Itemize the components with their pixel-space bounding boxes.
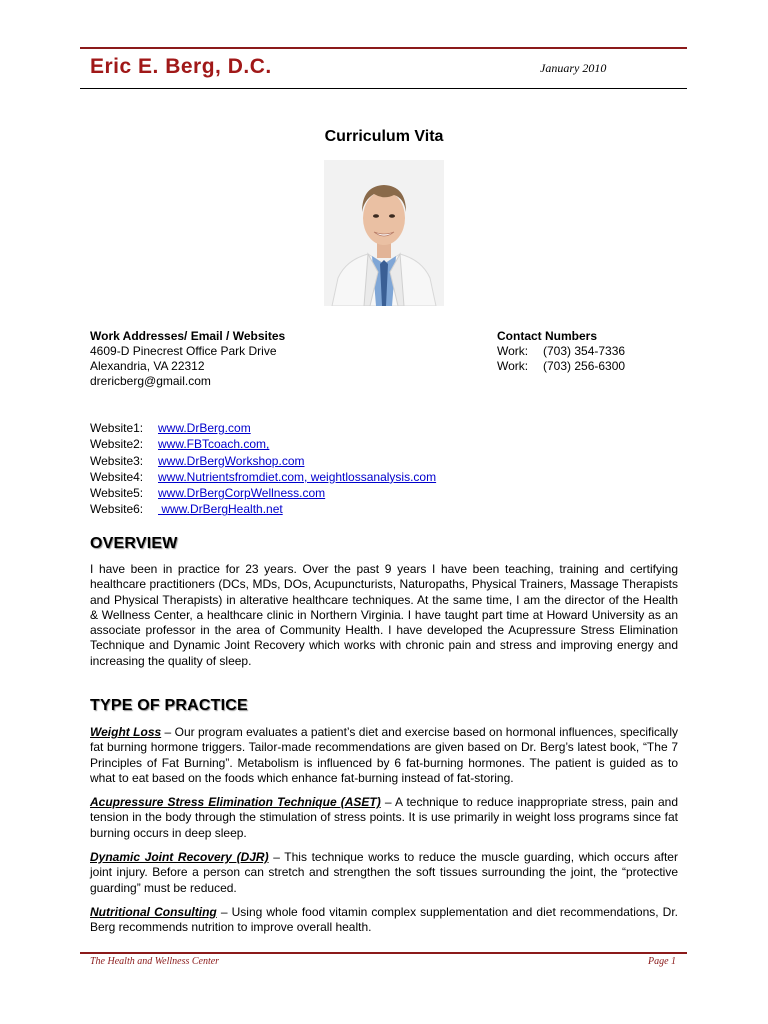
document-title: Curriculum Vita	[324, 128, 444, 145]
overview-paragraph: I have been in practice for 23 years. Over the past 9 years I have been teaching, training and certifying healthcare practitioners (DCs, MDs, DOs, Acupuncturists, Naturopaths, Physical Trainers, Massage Therapists and Physical Therapists) in alterative healthcare techniques. At the same time, I am the director of the Health & Wellness Center, a healthcare clinic in Northern Virginia. I have taught part time at Howard University as an associate professor in the area of Community Health. I have developed the Acupressure Stress Elimination Technique and Dynamic Joint Recovery which works with chronic pain and stress and improving energy and increasing the quality of sleep.	[90, 562, 678, 668]
website-label: Website1:	[90, 421, 144, 435]
website-list	[90, 420, 436, 518]
website-row	[90, 436, 436, 452]
phone-number: (703) 354-7336	[543, 344, 626, 358]
practice-item-aset	[90, 795, 678, 841]
website-label: Website2:	[90, 437, 144, 452]
author-name: Eric E. Berg, D.C.	[90, 55, 272, 78]
website-link[interactable]: www.DrBerg.com	[158, 421, 251, 435]
website-link[interactable]: www.DrBergHealth.net	[158, 502, 283, 517]
website-link[interactable]: www.DrBergCorpWellness.com	[158, 486, 326, 501]
practice-item-title: Dynamic Joint Recovery (DJR)	[90, 850, 269, 864]
contact-heading: Contact Numbers	[497, 329, 598, 343]
website-row	[90, 453, 436, 469]
website-link[interactable]: www.Nutrientsfromdiet.com, weightlossanalysis.com	[158, 469, 437, 484]
footer-rule	[80, 952, 687, 954]
address-line-1: 4609-D Pinecrest Office Park Drive	[90, 344, 277, 358]
website-row	[90, 485, 436, 501]
phone-label: Work:	[497, 344, 529, 358]
website-row	[90, 501, 436, 517]
contact-numbers-block	[497, 329, 625, 374]
page-number: Page 1	[648, 956, 677, 967]
website-link[interactable]: www.DrBergWorkshop.com	[158, 453, 305, 468]
address-line-2: Alexandria, VA 22312	[90, 359, 205, 373]
practice-item-title: Nutritional Consulting	[90, 905, 217, 919]
website-row	[90, 469, 436, 485]
footer-organization: The Health and Wellness Center	[90, 956, 220, 967]
work-heading: Work Addresses/ Email / Websites	[90, 329, 286, 343]
practice-item-text: – A technique to reduce inappropriate stress, pain and tension in the body through the stimulation of stress points. It is use primarily in weight loss programs since fat burning occurs in deep sleep.	[90, 795, 678, 840]
practice-item-title: Acupressure Stress Elimination Technique (ASET)	[90, 795, 381, 809]
practice-item-title: Weight Loss	[90, 725, 162, 739]
header-rule	[80, 47, 687, 49]
website-link[interactable]: www.FBTcoach.com,	[158, 437, 270, 452]
phone-label: Work:	[497, 359, 529, 373]
practice-heading: TYPE OF PRACTICE	[90, 697, 248, 714]
practice-item-text: – Using whole food vitamin complex supplementation and diet recommendations, Dr. Berg recommends nutrition to improve overall health.	[90, 905, 679, 935]
website-row	[90, 420, 436, 436]
overview-heading: OVERVIEW	[90, 535, 178, 552]
website-label: Website6:	[90, 502, 144, 517]
phone-number: (703) 256-6300	[543, 359, 626, 373]
email-address: drericberg@gmail.com	[90, 374, 211, 388]
portrait-photo	[324, 160, 444, 306]
work-address-block	[90, 329, 285, 389]
website-label: Website3:	[90, 453, 144, 468]
website-label: Website4:	[90, 469, 144, 484]
practice-item-text: – This technique works to reduce the muscle guarding, which occurs after joint injury. Before a person can stretch and strengthen the soft tissues surrounding the joint, the “protective guarding” must be reduced.	[90, 850, 678, 895]
phone-row	[497, 344, 625, 359]
practice-item-nutrition	[90, 905, 678, 936]
website-label: Website5:	[90, 486, 144, 501]
header-underline	[80, 88, 687, 89]
practice-item-djr	[90, 850, 678, 896]
practice-item-weight-loss	[90, 725, 678, 786]
practice-item-text: – Our program evaluates a patient’s diet and exercise based on hormonal influences, specifically fat burning hormone triggers. Tailor-made recommendations are given based on Dr. Berg’s latest book, “The 7 Principles of Fat Burning”. Metabolism is influenced by 6 fat-burning hormones. The patient is guided as to what to eat based on the foods which enhance fat-burning instead of fat-storing.	[90, 725, 678, 785]
document-date: January 2010	[540, 61, 607, 75]
phone-row	[497, 359, 625, 374]
